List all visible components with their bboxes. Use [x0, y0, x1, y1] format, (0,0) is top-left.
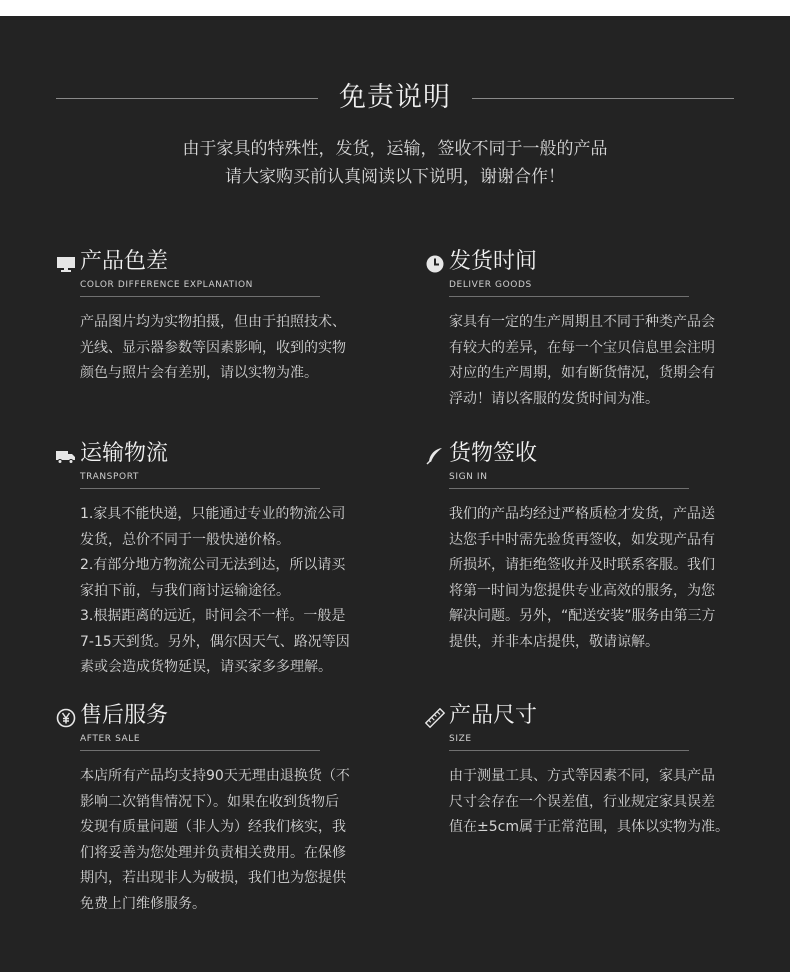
- monitor-icon: [56, 254, 76, 274]
- body-line: 家拍下前，与我们商讨运输途径。: [80, 582, 290, 599]
- section-transport: [56, 440, 376, 675]
- page-title: 免责说明: [339, 82, 451, 113]
- body-line: 所损坏，请拒绝签收并及时联系客服。我们: [449, 557, 715, 573]
- disclaimer-header: [56, 80, 734, 116]
- body-line: 将第一时间为您提供专业高效的服务，为您: [449, 582, 715, 599]
- body-line: 提供，并非本店提供，敬请谅解。: [449, 633, 659, 650]
- intro-line-1: 由于家具的特殊性，发货，运输，签收不同于一般的产品: [182, 139, 608, 159]
- section-after-sale: [56, 702, 376, 912]
- section-title: 发货时间: [449, 249, 538, 274]
- header-rule-right: [472, 98, 734, 99]
- section-deliver-goods: [425, 248, 745, 407]
- yen-icon: [56, 708, 76, 728]
- section-subtitle: TRANSPORT: [80, 472, 139, 482]
- section-color-difference: [56, 248, 376, 381]
- section-divider: [449, 488, 689, 489]
- truck-icon: [56, 446, 76, 466]
- clock-icon: [425, 254, 445, 274]
- body-line: 2.有部分地方物流公司无法到达，所以请买: [80, 557, 346, 573]
- body-line: 7-15天到货。另外，偶尔因天气、路况等因: [80, 633, 350, 650]
- section-title: 运输物流: [80, 441, 169, 466]
- body-line: 产品图片均为实物拍摄，但由于拍照技术、: [80, 314, 346, 330]
- body-line: 解决问题。另外，“配送安装”服务由第三方: [449, 608, 716, 624]
- body-line: 3.根据距离的远近，时间会不一样。一般是: [80, 608, 346, 624]
- section-divider: [80, 750, 320, 751]
- section-body: [449, 764, 745, 841]
- body-line: 本店所有产品均支持90天无理由退换货（不: [80, 768, 350, 784]
- section-body: [449, 502, 745, 655]
- section-subtitle: COLOR DIFFERENCE EXPLANATION: [80, 280, 254, 290]
- section-subtitle: DELIVER GOODS: [449, 280, 532, 290]
- section-size: [425, 702, 745, 835]
- body-line: 期内，若出现非人为破损，我们也为您提供: [80, 870, 346, 886]
- body-line: 发现有质量问题（非人为）经我们核实，我: [80, 819, 346, 835]
- section-body: [80, 764, 376, 917]
- body-line: 我们的产品均经过严格质检才发货，产品送: [449, 506, 715, 522]
- body-line: 素或会造成货物延误，请买家多多理解。: [80, 659, 332, 675]
- body-line: 1.家具不能快递，只能通过专业的物流公司: [80, 506, 346, 522]
- section-divider: [80, 296, 320, 297]
- intro-line-2: 请大家购买前认真阅读以下说明，谢谢合作！: [225, 167, 565, 187]
- body-line: 光线、显示器参数等因素影响，收到的实物: [80, 339, 346, 356]
- ruler-icon: [425, 708, 445, 728]
- section-title: 货物签收: [449, 441, 538, 466]
- section-body: [80, 502, 376, 681]
- pen-icon: [425, 446, 445, 466]
- body-line: 有较大的差异，在每一个宝贝信息里会注明: [449, 339, 715, 356]
- section-subtitle: AFTER SALE: [80, 734, 141, 744]
- body-line: 影响二次销售情况下）。如果在收到货物后: [80, 793, 339, 810]
- section-title: 产品尺寸: [449, 703, 538, 728]
- top-white-strip: [0, 0, 790, 16]
- body-line: 们将妥善为您处理并负责相关费用。在保修: [80, 844, 346, 861]
- body-line: 免费上门维修服务。: [80, 895, 206, 912]
- section-subtitle: SIGN IN: [449, 472, 488, 482]
- body-line: 对应的生产周期，如有断货情况，货期会有: [449, 365, 715, 381]
- section-body: [80, 310, 376, 387]
- section-sign-in: [425, 440, 745, 650]
- body-line: 达您手中时需先验货再签收，如发现产品有: [449, 531, 715, 548]
- section-divider: [449, 750, 689, 751]
- section-title: 售后服务: [80, 703, 169, 728]
- section-divider: [449, 296, 689, 297]
- body-line: 值在±5cm属于正常范围，具体以实物为准。: [449, 819, 729, 835]
- body-line: 发货，总价不同于一般快递价格。: [80, 531, 290, 548]
- section-subtitle: SIZE: [449, 734, 472, 744]
- section-title: 产品色差: [80, 249, 169, 274]
- body-line: 浮动！请以客服的发货时间为准。: [449, 390, 659, 407]
- body-line: 家具有一定的生产周期且不同于种类产品会: [449, 314, 715, 330]
- body-line: 由于测量工具、方式等因素不同，家具产品: [449, 768, 715, 784]
- section-divider: [80, 488, 320, 489]
- body-line: 尺寸会存在一个误差值，行业规定家具误差: [449, 793, 715, 810]
- section-body: [449, 310, 745, 412]
- body-line: 颜色与照片会有差别，请以实物为准。: [80, 365, 318, 381]
